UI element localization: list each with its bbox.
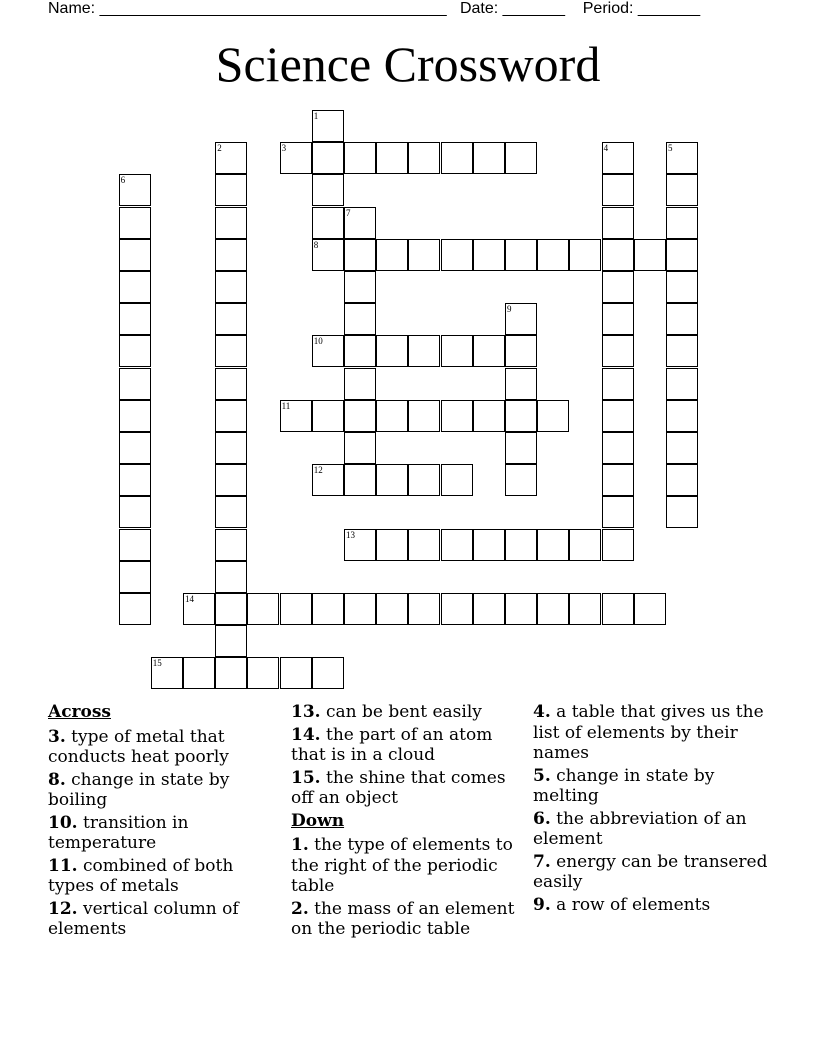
clue-number: 10 — [313, 336, 323, 347]
grid-cell[interactable] — [376, 335, 408, 367]
name-label: Name: — [48, 0, 96, 17]
grid-cell[interactable] — [119, 529, 151, 561]
grid-cell[interactable] — [602, 496, 634, 528]
down-clue-2: 2. the mass of an element on the periodic table — [291, 898, 515, 939]
grid-cell[interactable] — [505, 464, 537, 496]
grid-cell[interactable] — [634, 593, 666, 625]
across-clue-12: 12. vertical column of elements — [48, 898, 239, 939]
grid-cell[interactable] — [215, 303, 247, 335]
grid-cell[interactable] — [602, 174, 634, 206]
clue-number: 3 — [281, 143, 287, 154]
grid-cell[interactable] — [312, 174, 344, 206]
grid-cell[interactable] — [666, 142, 698, 174]
grid-cell[interactable] — [215, 174, 247, 206]
grid-cell[interactable] — [441, 464, 473, 496]
grid-cell[interactable] — [505, 239, 537, 271]
grid-cell[interactable] — [119, 239, 151, 271]
down-clue-6: 6. the abbreviation of an element — [533, 808, 747, 849]
grid-cell[interactable] — [602, 432, 634, 464]
grid-cell[interactable] — [215, 368, 247, 400]
clue-number: 1 — [313, 111, 319, 121]
grid-cell[interactable] — [537, 239, 569, 271]
clue-number: 8 — [313, 239, 319, 250]
across-clue-8: 8. change in state by boiling — [48, 769, 230, 810]
grid-cell[interactable] — [666, 368, 698, 400]
grid-cell[interactable] — [247, 657, 279, 689]
grid-cell[interactable] — [666, 464, 698, 496]
grid-cell[interactable] — [344, 271, 376, 303]
grid-cell[interactable] — [602, 335, 634, 367]
grid-cell[interactable] — [215, 464, 247, 496]
grid-cell[interactable] — [280, 142, 312, 174]
grid-cell[interactable] — [151, 657, 183, 689]
grid-cell[interactable] — [215, 207, 247, 239]
grid-cell[interactable] — [119, 432, 151, 464]
across-clue-15: 15. the shine that comes off an object — [291, 767, 506, 808]
grid-cell[interactable] — [408, 335, 440, 367]
grid-cell[interactable] — [408, 464, 440, 496]
grid-cell[interactable] — [344, 464, 376, 496]
grid-cell[interactable] — [215, 142, 247, 174]
grid-cell[interactable] — [344, 400, 376, 432]
grid-cell[interactable] — [215, 529, 247, 561]
grid-cell[interactable] — [119, 496, 151, 528]
clue-number: 12 — [313, 465, 323, 476]
grid-cell[interactable] — [441, 400, 473, 432]
grid-cell[interactable] — [602, 207, 634, 239]
grid-cell[interactable] — [215, 271, 247, 303]
grid-cell[interactable] — [666, 303, 698, 335]
grid-cell[interactable] — [280, 400, 312, 432]
down-clue-9: 9. a row of elements — [533, 894, 711, 915]
grid-cell[interactable] — [344, 529, 376, 561]
grid-cell[interactable] — [344, 368, 376, 400]
clue-number: 11 — [281, 400, 291, 411]
grid-cell[interactable] — [602, 142, 634, 174]
grid-cell[interactable] — [602, 529, 634, 561]
grid-cell[interactable] — [119, 400, 151, 432]
grid-cell[interactable] — [602, 239, 634, 271]
grid-cell[interactable] — [666, 271, 698, 303]
grid-cell[interactable] — [602, 303, 634, 335]
grid-cell[interactable] — [537, 529, 569, 561]
grid-cell[interactable] — [312, 400, 344, 432]
grid-cell[interactable] — [473, 529, 505, 561]
grid-cell[interactable] — [569, 593, 601, 625]
grid-cell[interactable] — [215, 657, 247, 689]
grid-cell[interactable] — [408, 142, 440, 174]
grid-cell[interactable] — [569, 239, 601, 271]
grid-cell[interactable] — [183, 593, 215, 625]
clue-number: 7 — [346, 207, 351, 218]
grid-cell[interactable] — [119, 174, 151, 206]
grid-cell[interactable] — [312, 110, 344, 142]
date-label: Date: — [459, 0, 499, 17]
grid-cell[interactable] — [119, 303, 151, 335]
clue-number: 6 — [120, 175, 126, 186]
period-blank[interactable]: _______ — [637, 0, 701, 17]
grid-cell[interactable] — [602, 368, 634, 400]
grid-cell[interactable] — [312, 207, 344, 239]
grid-cell[interactable] — [376, 142, 408, 174]
grid-cell[interactable] — [441, 593, 473, 625]
grid-cell[interactable] — [537, 400, 569, 432]
grid-cell[interactable] — [312, 464, 344, 496]
grid-cell[interactable] — [634, 239, 666, 271]
grid-cell[interactable] — [344, 142, 376, 174]
clue-number: 9 — [507, 304, 512, 315]
across-clue-14: 14. the part of an atom that is in a cloud — [291, 724, 493, 765]
grid-cell[interactable] — [666, 207, 698, 239]
grid-cell[interactable] — [473, 239, 505, 271]
clue-number: 2 — [217, 143, 222, 154]
grid-cell[interactable] — [602, 400, 634, 432]
clue-number: 4 — [603, 143, 609, 154]
date-blank[interactable]: _______ — [502, 0, 565, 17]
grid-cell[interactable] — [376, 239, 408, 271]
grid-cell[interactable] — [215, 400, 247, 432]
grid-cell[interactable] — [344, 593, 376, 625]
name-blank[interactable]: _______________________________________ — [99, 0, 447, 17]
grid-cell[interactable] — [312, 335, 344, 367]
grid-cell[interactable] — [441, 239, 473, 271]
across-clue-10: 10. transition in temperature — [48, 812, 189, 853]
grid-cell[interactable] — [505, 368, 537, 400]
grid-cell[interactable] — [215, 625, 247, 657]
period-label: Period: — [582, 0, 634, 17]
across-clue-3: 3. type of metal that conducts heat poorly — [48, 726, 229, 767]
grid-cell[interactable] — [666, 496, 698, 528]
grid-cell[interactable] — [473, 593, 505, 625]
clues-column-2 — [291, 702, 521, 942]
grid-cell[interactable] — [666, 432, 698, 464]
grid-cell[interactable] — [473, 335, 505, 367]
grid-cell[interactable] — [215, 593, 247, 625]
grid-cell[interactable] — [344, 207, 376, 239]
grid-cell[interactable] — [473, 400, 505, 432]
grid-cell[interactable] — [505, 529, 537, 561]
down-clue-5: 5. change in state by melting — [533, 765, 715, 806]
across-heading: Across — [48, 702, 111, 722]
clue-number: 5 — [668, 143, 673, 154]
grid-cell[interactable] — [505, 432, 537, 464]
grid-cell[interactable] — [666, 174, 698, 206]
clue-number: 13 — [346, 529, 355, 540]
grid-cell[interactable] — [344, 432, 376, 464]
across-clue-11: 11. combined of both types of metals — [48, 855, 234, 896]
grid-cell[interactable] — [376, 593, 408, 625]
down-clue-4: 4. a table that gives us the list of elements by their names — [533, 702, 764, 763]
grid-cell[interactable] — [119, 561, 151, 593]
grid-cell[interactable] — [312, 142, 344, 174]
grid-cell[interactable] — [247, 593, 279, 625]
grid-cell[interactable] — [408, 529, 440, 561]
grid-cell[interactable] — [376, 529, 408, 561]
clue-number: 14 — [185, 594, 194, 604]
grid-cell[interactable] — [215, 335, 247, 367]
grid-cell[interactable] — [602, 464, 634, 496]
grid-cell[interactable] — [441, 529, 473, 561]
grid-cell[interactable] — [312, 239, 344, 271]
grid-cell[interactable] — [119, 368, 151, 400]
grid-cell[interactable] — [344, 335, 376, 367]
grid-cell[interactable] — [441, 335, 473, 367]
grid-cell[interactable] — [312, 657, 344, 689]
grid-cell[interactable] — [215, 496, 247, 528]
clue-number: 15 — [152, 658, 162, 669]
grid-cell[interactable] — [183, 657, 215, 689]
across-clue-13: 13. can be bent easily — [291, 702, 482, 722]
grid-cell[interactable] — [505, 593, 537, 625]
grid-cell[interactable] — [119, 335, 151, 367]
down-heading: Down — [291, 810, 345, 831]
grid-cell[interactable] — [666, 335, 698, 367]
grid-cell[interactable] — [119, 593, 151, 625]
grid-cell[interactable] — [505, 335, 537, 367]
grid-cell[interactable] — [569, 529, 601, 561]
clues-column-1 — [48, 702, 258, 942]
grid-cell[interactable] — [441, 142, 473, 174]
page-title: Science Crossword — [215, 36, 601, 92]
grid-cell[interactable] — [215, 432, 247, 464]
grid-cell[interactable] — [666, 400, 698, 432]
grid-cell[interactable] — [376, 400, 408, 432]
grid-cell[interactable] — [376, 464, 408, 496]
grid-cell[interactable] — [505, 142, 537, 174]
grid-cell[interactable] — [312, 593, 344, 625]
grid-cell[interactable] — [344, 303, 376, 335]
grid-cell[interactable] — [408, 239, 440, 271]
grid-cell[interactable] — [119, 207, 151, 239]
down-clue-1: 1. the type of elements to the right of the periodic table — [291, 835, 513, 896]
grid-cell[interactable] — [344, 239, 376, 271]
grid-cell[interactable] — [602, 593, 634, 625]
grid-cell[interactable] — [505, 303, 537, 335]
grid-cell[interactable] — [408, 400, 440, 432]
grid-cell[interactable] — [473, 142, 505, 174]
grid-cell[interactable] — [408, 593, 440, 625]
grid-cell[interactable] — [280, 657, 312, 689]
grid-cell[interactable] — [215, 239, 247, 271]
grid-cell[interactable] — [602, 271, 634, 303]
down-clue-7: 7. energy can be transered easily — [533, 851, 768, 892]
grid-cell[interactable] — [280, 593, 312, 625]
grid-cell[interactable] — [537, 593, 569, 625]
grid-cell[interactable] — [215, 561, 247, 593]
grid-cell[interactable] — [505, 400, 537, 432]
grid-cell[interactable] — [119, 464, 151, 496]
clues-column-3 — [533, 702, 783, 917]
grid-cell[interactable] — [666, 239, 698, 271]
grid-cell[interactable] — [119, 271, 151, 303]
